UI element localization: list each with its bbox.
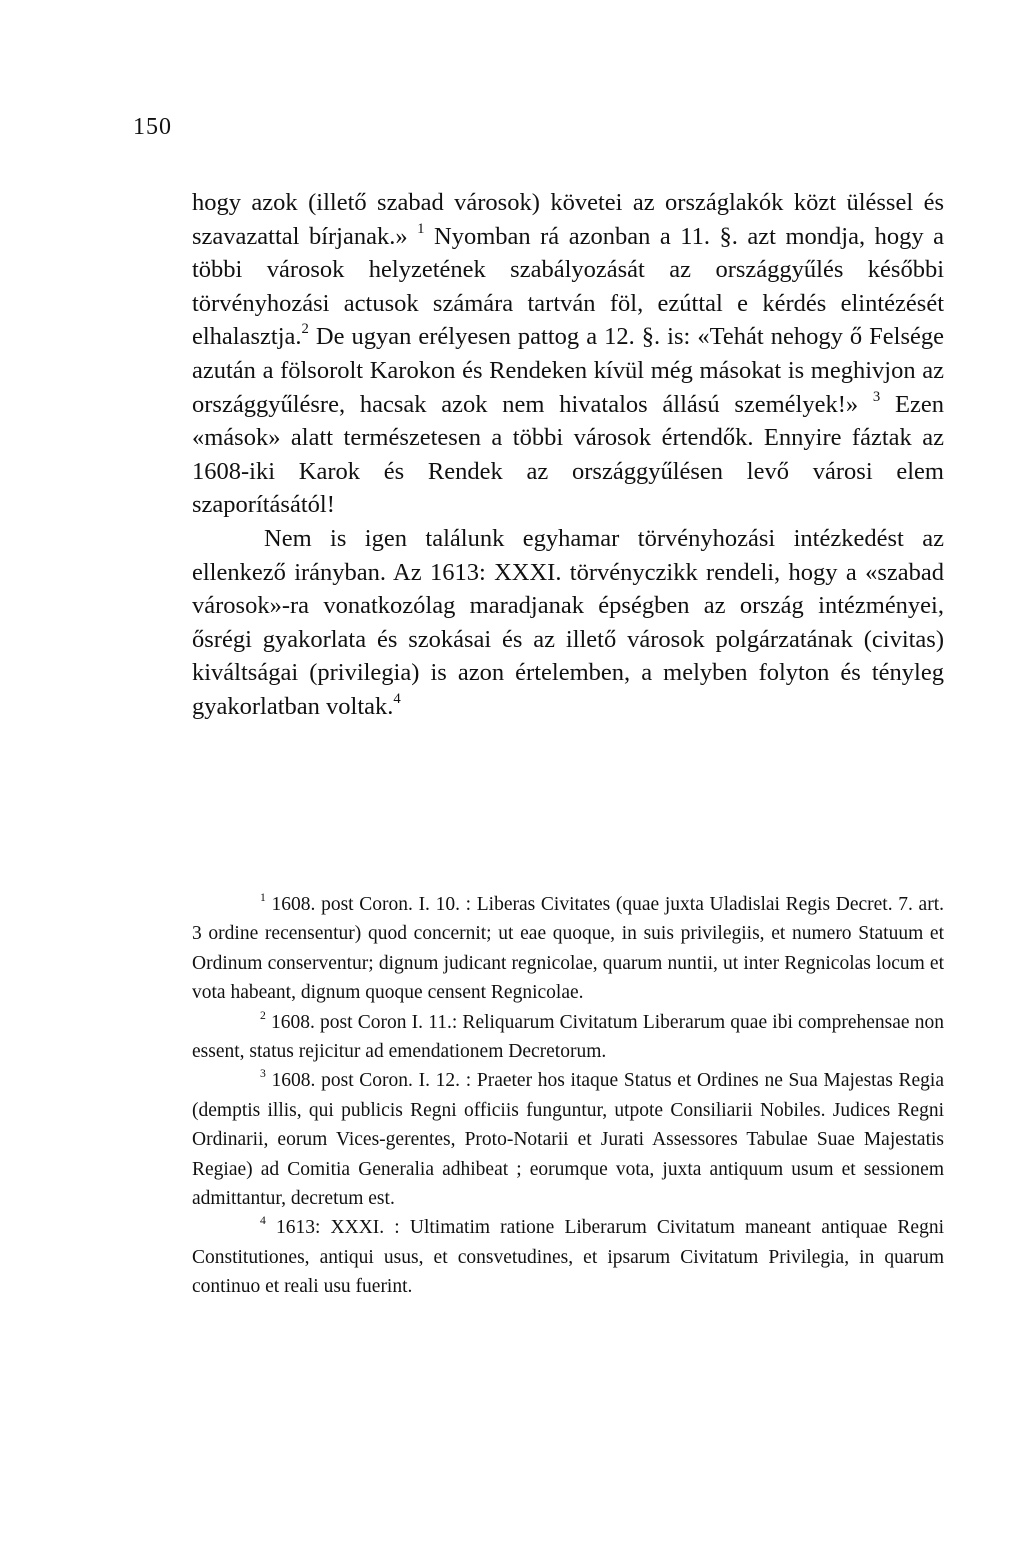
footnote-ref: 1 xyxy=(260,891,266,905)
text-run: hogy azok (illető szabad városok) követei az országlakók közt üléssel és szavazattal bírjanak.» xyxy=(192,189,944,250)
paragraph xyxy=(192,522,944,724)
footnote xyxy=(192,890,944,1008)
text-run: 1608. post Coron I. 11.: Reliquarum Civitatum Liberarum quae ibi comprehensae non essent, status rejicitur ad emendationem Decretorum. xyxy=(192,1011,944,1063)
page-number: 150 xyxy=(133,114,172,140)
footnote-ref: 2 xyxy=(260,1008,266,1022)
text-run: Nem is igen találunk egyhamar törvényhozási intézkedést az ellenkező irányban. Az 1613: XXXI. törvényczikk rendeli, hogy a «szabad városok»-ra vonatkozólag maradjanak épségben az ország intézményei, ősrégi gyakorlata és szokásai és az illető városok polgárzatának (civitas) kiváltságai (privilegia) is azon értelemben, a melyben folyton és tényleg gyakorlatban voltak. xyxy=(192,524,944,720)
footnote-ref: 4 xyxy=(260,1214,266,1228)
footnote-ref: 1 xyxy=(417,220,425,237)
footnote-ref: 4 xyxy=(393,690,401,707)
footnotes xyxy=(192,890,944,1302)
footnote-ref: 3 xyxy=(872,388,881,405)
paragraph xyxy=(192,186,944,522)
text-run: 1608. post Coron. I. 10. : Liberas Civitates (quae juxta Uladislai Regis Decret. 7. art. 3 ordine recensentur) quod concernit; ut eae quoque, in suis privilegiis, et numero Statuum et Ordinum conserventur; dignum judicant regnicolae, quarum nuntii, ut inter Regnicolas locum et vota habeant, dignum quoque censent Regnicolae. xyxy=(192,894,944,1004)
main-text xyxy=(192,186,944,724)
text-run: Nyomban rá azonban a 11. §. azt mondja, hogy a többi városok helyzetének szabályozását az országgyűlés későbbi törvényhozási actusok számára tartván föl, ezúttal e kérdés elintézését elhalasztja. xyxy=(192,222,944,351)
text-run: 1613: XXXI. : Ultimatim ratione Liberarum Civitatum maneant antiquae Regni Constitutiones, antiqui usus, et consvetudines, et ipsarum Civitatum Privilegia, in quarum continuo et reali usu fuerint. xyxy=(192,1217,944,1298)
footnote-ref: 3 xyxy=(260,1067,266,1081)
footnote xyxy=(192,1008,944,1067)
footnote-ref: 2 xyxy=(301,321,309,338)
text-run: 1608. post Coron. I. 12. : Praeter hos itaque Status et Ordines ne Sua Majestas Regia (demptis illis, qui publicis Regni officiis funguntur, utpote Consiliarii Nobiles. Judices Regni Ordinarii, eorum Vices-gerentes, Proto-Notarii et Jurati Assessores Tabulae Suae Majestatis Regiae) ad Comitia Generalia adhibeat ; eorumque vota, juxta antiquum usum et sessionem admittantur, decretum est. xyxy=(192,1070,944,1210)
text-run: Ezen «mások» alatt természetesen a többi városok értendők. Ennyire fáztak az 1608-iki Karok és Rendek az országgyűlésen levő városi elem szaporításától! xyxy=(192,390,944,519)
text-run: De ugyan erélyesen pattog a 12. §. is: «Tehát nehogy ő Felsége azután a fölsorolt Karokon és Rendeken kívül még másokat is meghivjon az országgyűlésre, hacsak azok nem hivatalos állású személyek!» xyxy=(192,323,944,418)
footnote xyxy=(192,1213,944,1301)
footnote xyxy=(192,1066,944,1213)
